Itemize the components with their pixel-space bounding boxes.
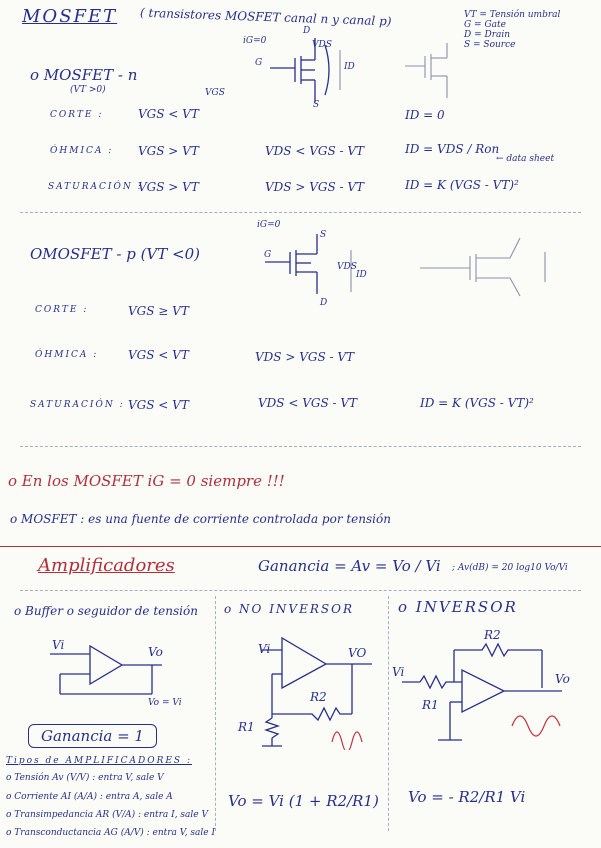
- pmos-symbol-simple: [410, 222, 560, 307]
- page-subtitle: ( transistores MOSFET canal n y canal p): [139, 5, 392, 29]
- row-name: ÓHMICA :: [50, 146, 114, 156]
- section-divider: [20, 212, 581, 213]
- nmos-condition: (VT >0): [70, 85, 106, 95]
- column-divider: [388, 596, 389, 831]
- legend-item: G = Gate: [464, 20, 506, 30]
- row-name: ÓHMICA :: [35, 350, 99, 360]
- row-name: CORTE :: [35, 305, 89, 315]
- section-divider: [20, 590, 581, 591]
- row-cond1: VGS < VT: [128, 348, 189, 362]
- row-cond1: VGS ≥ VT: [128, 304, 189, 318]
- no-inversor-formula: Vo = Vi (1 + R2/R1): [228, 792, 379, 810]
- row-result: ID = 0: [405, 108, 445, 122]
- legend-item: VT = Tensión umbral: [464, 10, 561, 20]
- nmos-heading: o MOSFET - n: [30, 66, 138, 84]
- inversor-r2-label: R2: [484, 628, 501, 642]
- nmos-s-label: S: [313, 100, 320, 110]
- row-note: ← data sheet: [496, 154, 555, 164]
- nmos-vgs-label: VGS: [205, 88, 225, 98]
- row-cond2: VDS < VGS - VT: [265, 144, 365, 158]
- no-inversor-title: o NO INVERSOR: [224, 602, 354, 616]
- inversor-circuit-diagram: [392, 636, 572, 746]
- row-cond1: VGS < VT: [138, 107, 199, 121]
- buffer-gain-box: Ganancia = 1: [28, 724, 157, 748]
- no-inversor-vi-label: Vi: [258, 642, 271, 656]
- buffer-title: o Buffer o seguidor de tensión: [14, 604, 198, 618]
- buffer-vo-label: Vo: [148, 645, 163, 659]
- tipos-item: o Transimpedancia AR (V/A) : entra I, sale V: [6, 810, 208, 820]
- nmos-symbol-simple: [385, 38, 485, 108]
- tipos-item: o Tensión Av (V/V) : entra V, sale V: [6, 773, 164, 783]
- buffer-vi-label: Vi: [52, 638, 65, 652]
- no-inversor-vo-label: VO: [348, 646, 367, 660]
- row-name: SATURACIÓN :: [30, 400, 125, 410]
- row-result: ID = VDS / Ron: [405, 142, 500, 156]
- tipos-item: o Transconductancia AG (A/V) : entra V, sale I: [6, 828, 216, 838]
- legend-item: S = Source: [464, 40, 516, 50]
- row-cond1: VGS > VT: [138, 180, 199, 194]
- row-name: CORTE :: [50, 110, 104, 120]
- pmos-s-label: S: [320, 230, 327, 240]
- buffer-equation: Vo = Vi: [148, 698, 182, 708]
- note-ig-zero: o En los MOSFET iG = 0 siempre !!!: [8, 472, 285, 490]
- pmos-heading: OMOSFET - p (VT <0): [30, 245, 200, 263]
- pmos-d-label: D: [320, 298, 328, 308]
- section-divider: [20, 446, 581, 447]
- row-result: ID = K (VGS - VT)²: [405, 178, 519, 192]
- row-cond1: VGS > VT: [138, 144, 199, 158]
- inversor-title: o INVERSOR: [398, 598, 518, 616]
- section-divider-red: [0, 546, 601, 547]
- row-cond1: VGS < VT: [128, 398, 189, 412]
- no-inversor-r1-label: R1: [238, 720, 255, 734]
- tipos-heading: Tipos de AMPLIFICADORES :: [6, 756, 192, 766]
- inversor-formula: Vo = - R2/R1 Vi: [408, 788, 526, 806]
- tipos-item: o Corriente AI (A/A) : entra A, sale A: [6, 792, 173, 802]
- column-divider: [215, 596, 216, 831]
- amplificadores-heading: Amplificadores: [38, 555, 175, 576]
- gain-db-formula: ; Av(dB) = 20 log10 Vo/Vi: [452, 563, 568, 573]
- row-name: SATURACIÓN :: [48, 182, 143, 192]
- page-title: MOSFET: [22, 6, 118, 27]
- row-cond2: VDS < VGS - VT: [258, 396, 358, 410]
- gain-formula: Ganancia = Av = Vo / Vi: [258, 557, 441, 575]
- inversor-vo-label: Vo: [555, 672, 570, 686]
- pmos-id-label: ID: [356, 270, 367, 280]
- legend-item: D = Drain: [464, 30, 511, 40]
- note-mosfet-source: o MOSFET : es una fuente de corriente controlada por tensión: [10, 512, 391, 526]
- nmos-ig-label: iG=0: [243, 36, 267, 46]
- pmos-ig-label: iG=0: [257, 220, 281, 230]
- inversor-r1-label: R1: [422, 698, 439, 712]
- row-cond2: VDS > VGS - VT: [255, 350, 355, 364]
- no-inversor-r2-label: R2: [310, 690, 327, 704]
- nmos-d-label: D: [303, 26, 311, 36]
- inversor-vi-label: Vi: [392, 665, 405, 679]
- pmos-vds-label: VDS: [337, 262, 357, 272]
- nmos-g-label: G: [255, 58, 263, 68]
- row-cond2: VDS > VGS - VT: [265, 180, 365, 194]
- nmos-id-label: ID: [344, 62, 355, 72]
- row-result: ID = K (VGS - VT)²: [420, 396, 534, 410]
- pmos-g-label: G: [264, 250, 272, 260]
- nmos-vds-label: VDS: [312, 40, 332, 50]
